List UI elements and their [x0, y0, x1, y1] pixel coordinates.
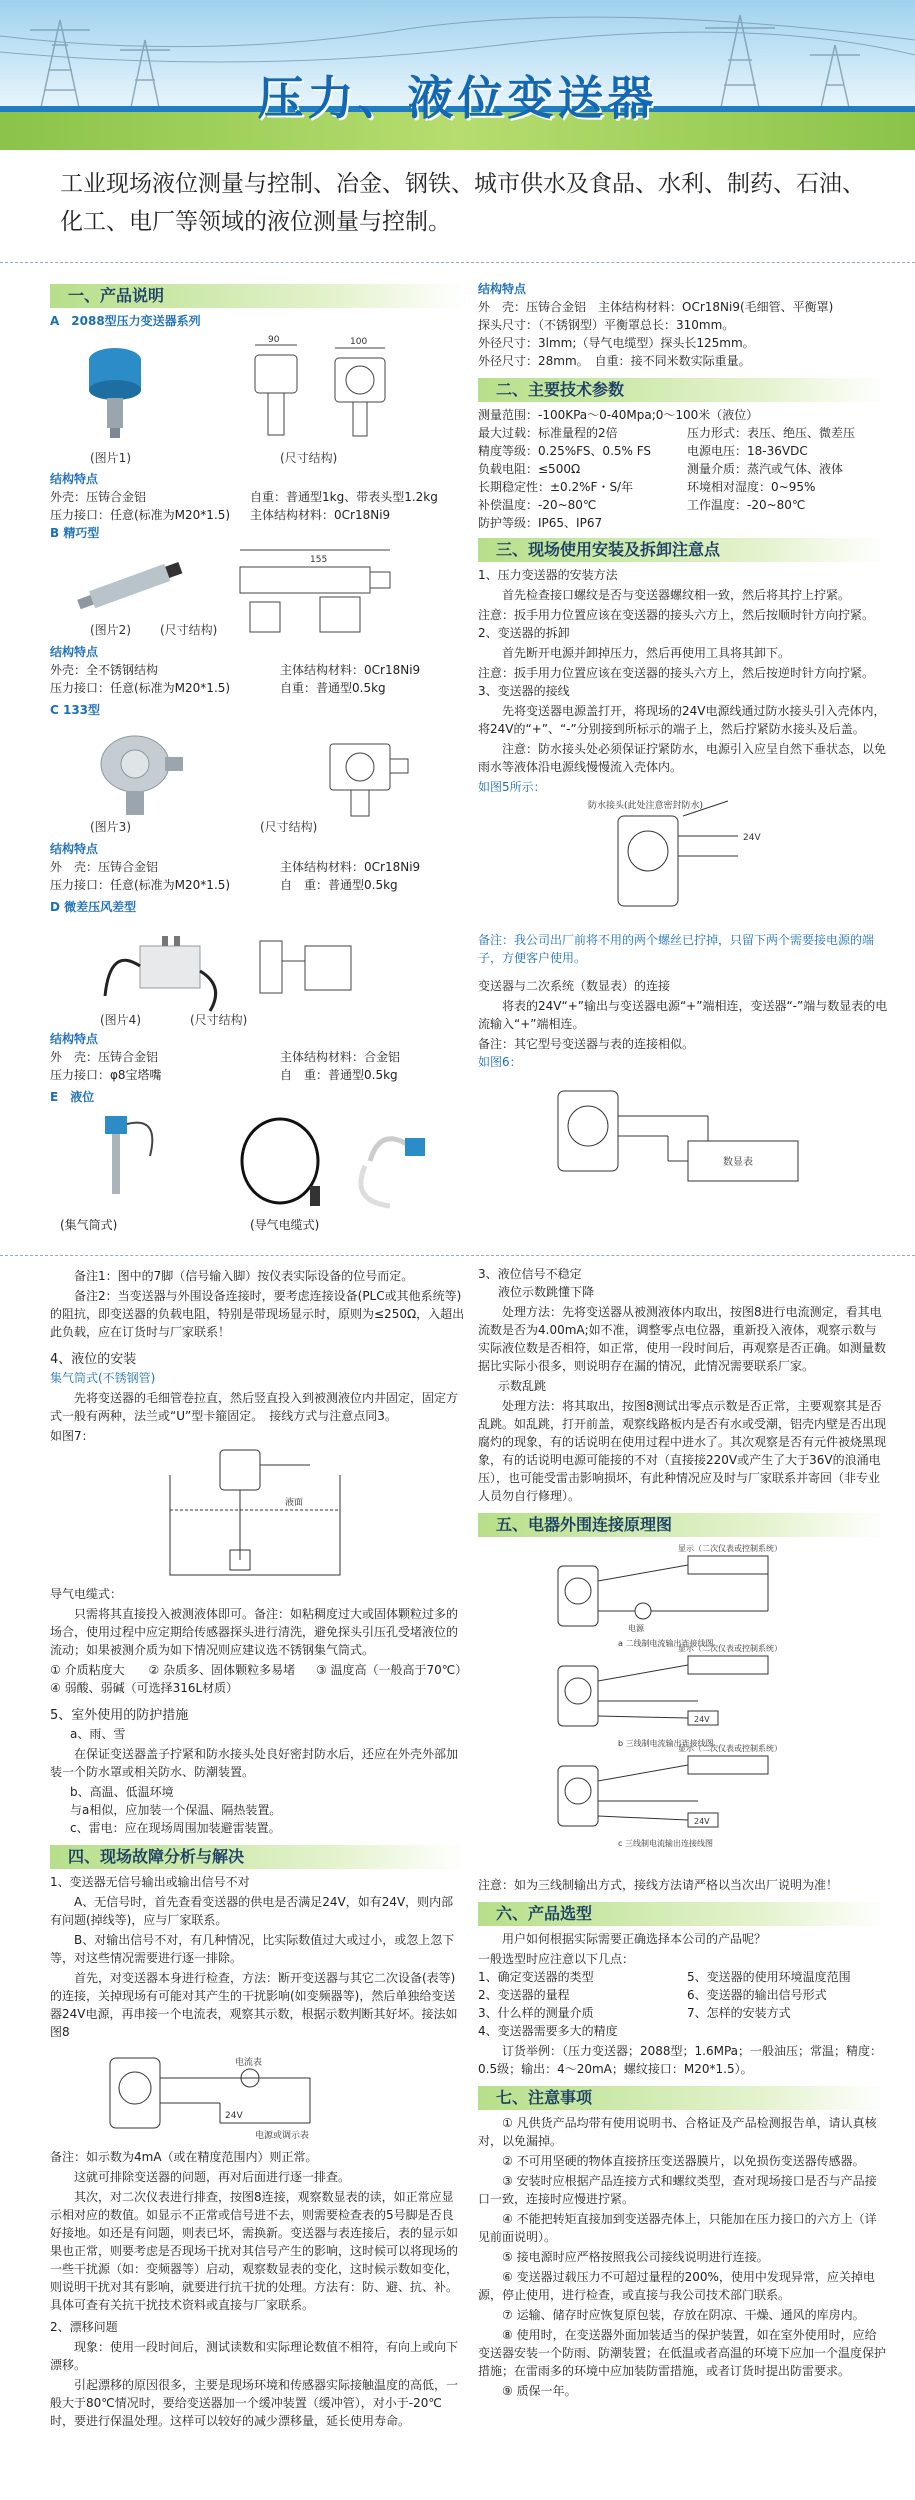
caption-dim4: (尺寸结构): [190, 1013, 248, 1026]
note-item: ① 凡供货产品均带有使用说明书、合格证及产品检测报告单，请认真核对，以免漏掉。: [478, 2116, 877, 2148]
diagram-a-display: 显示（二次仪表或控制系统）: [678, 1544, 782, 1553]
d-housing: 外 壳：压铸合金铝: [50, 1050, 159, 1064]
fault-1c: 首先，对变送器本身进行检查，方法：断开变送器与其它二次设备(表等)的连接，关掉现场有可能对其产生的干扰影响(如变频器等)，然后单独给变送器24V电源，再串接一个电流表，观察其示数，根据示数判断其好坏。接法如图8: [50, 1971, 458, 2039]
diagram-a-source: 电源: [628, 1624, 644, 1633]
selection-item: 7、怎样的安装方式: [687, 2006, 791, 2020]
param-item: 环境相对湿度：0~95%: [687, 480, 816, 494]
a-port: 压力接口：任意(标准为M20*1.5): [50, 508, 231, 522]
type-d-dimension-drawing: [260, 941, 351, 993]
remark-2: 备注2：当变送器与外围设备连接时，要考虑连接设备(PLC或其他系统等)的阻抗，即变送器的负载电阻，特别是带现场显示时，原则为≤250Ω，入超出此负载，应在订货时与厂家联系！: [50, 1289, 465, 1339]
section-title-2: 二、主要技术参数: [478, 378, 888, 402]
diagram-c-voltage: 24V: [694, 1817, 710, 1826]
dim-100: 100: [350, 337, 368, 347]
differential-pressure-photo: [105, 936, 216, 1011]
note-item: ⑧ 使用时，在变送器外面加装适当的保护装置，如在室外使用时，应给变送器安装一个防雨、防潮装置；在低温或者高温的环境下应加一个温度保护措施；在雷雨多的环境中应加装防雷措施，或者订货时提出防雷要求。: [478, 2328, 887, 2378]
q3-p: 处理方法：先将变送器从被测液体内取出，按图8进行电流测定，看其电流数是否为4.00mA;如不准，调整零点电位器，重新投入液体，观察示数与实际液位数是否相符，如正常，使用一段时间后，再观察是否正确。如测量数据比实际小很多，则说明存在漏的情况，此情况需要联系厂家。: [478, 1305, 887, 1373]
cable-c3: ③ 温度高（一般高于70℃）: [315, 1663, 468, 1677]
selection-intro: 用户如何根据实际需要正确选择本公司的产品呢？: [502, 1932, 767, 1946]
features-label: 结构特点: [478, 282, 527, 296]
features-label: 结构特点: [50, 645, 99, 659]
selection-intro2: 一般选型时应注意以下几点：: [478, 1952, 635, 1966]
fig5-wiring-diagram: [478, 796, 888, 926]
features-label: 结构特点: [50, 842, 99, 856]
note-item: ⑥ 变送器过载压力不可超过量程的200%，使用中发现异常，应关掉电源，停止使用，进行检查，或直接与我公司技术部门联系。: [478, 2270, 875, 2302]
type-c-figures: [50, 719, 465, 834]
c-port: 压力接口：任意(标准为M20*1.5): [50, 878, 231, 892]
remark-1: 备注1：图中的7脚（信号输入脚）按仪表实际设备的位号而定。: [74, 1269, 414, 1283]
diagram-a-caption: a 二线制电流输出连接线图: [618, 1639, 714, 1648]
type-b-figures: [50, 542, 465, 637]
diagram-c-caption: c 三线制电流输出连接线图: [618, 1839, 713, 1848]
note-item: ⑨ 质保一年。: [502, 2384, 577, 2398]
outdoor-ap: 在保证变送器盖子拧紧和防水接头处良好密封防水后，还应在外壳外部加装一个防水罩或相关防水、防潮装置。: [50, 1747, 459, 1779]
section-title-7: 七、注意事项: [478, 2086, 888, 2110]
outdoor-bp: 与a相似，应加装一个保温、隔热装置。: [70, 1803, 282, 1817]
install-title-1: 1、压力变送器的安装方法: [478, 568, 618, 582]
type-c-label: C 133型: [50, 703, 101, 717]
c-housing: 外 壳：压铸合金铝: [50, 860, 159, 874]
b-material: 主体结构材料：0Cr18Ni9: [280, 663, 421, 677]
compact-transmitter-photo: [76, 559, 184, 613]
selection-grid: [478, 1968, 888, 2022]
caption-dim2: (尺寸结构): [160, 623, 218, 637]
selection-item: 2、变送器的量程: [478, 1988, 570, 2002]
right-bottom: [478, 1265, 888, 2402]
outdoor-b: b、高温、低温环境: [70, 1785, 174, 1799]
level-cable-photo: [242, 1119, 425, 1206]
cable-c2: ② 杂质多、固体颗粒多易堵: [148, 1663, 296, 1677]
a-weight: 自重：普通型1kg、带表头型1.2kg: [250, 490, 438, 504]
features-label: 结构特点: [50, 1032, 99, 1046]
diagram-b-caption: b 三线制电流输出连接线图: [618, 1739, 714, 1748]
q3-title: 3、液位信号不稳定: [478, 1267, 582, 1281]
diagram-b-voltage: 24V: [694, 1715, 710, 1724]
type-a-dimension-drawing: [255, 345, 385, 436]
q3b-sub: 示数乱跳: [498, 1379, 547, 1393]
note-item: ⑦ 运输、储存时应恢复原包装，存放在阴凉、干燥、通风的库房内。: [502, 2308, 865, 2322]
diagram-note: 注意：如为三线制输出方式，接线方法请严格以当次出厂说明为准！: [478, 1878, 839, 1892]
param-item: 工作温度：-20~80℃: [687, 498, 806, 512]
q3-sub: 液位示数跳懂下降: [498, 1285, 595, 1299]
level-collector-photo: [105, 1116, 152, 1194]
section-title-3: 三、现场使用安装及拆卸注意点: [478, 538, 888, 562]
type-a-label: A 2088型压力变送器系列: [50, 314, 201, 328]
transmitter-2088-photo: [89, 348, 141, 438]
selection-item: 3、什么样的测量介质: [478, 2006, 594, 2020]
fig8-diagram: [50, 2043, 465, 2143]
d-port: 压力接口：φ8宝塔嘴: [50, 1068, 162, 1082]
fig5-label: 如图5所示：: [478, 780, 546, 794]
tech-section: [478, 280, 888, 1216]
fig5-voltage: 24V: [743, 833, 761, 843]
fault-p7: 其次，对二次仪表进行排查，按图8连接，观察数显表的读，如正常应显示相对应的数值。如显示不正常或信号进不去，则需要检查表的5号脚是否良好接地。如还是有问题，则表已坏，需换新。变送器与表连接后，表的显示如果也正常，则要考虑是否现场干扰对其信号产生的影响，这时候可以将现场的一些干扰源（如：变频器等）启动，观察数显表的变化，这时候示数如变化，则说明干扰对其有影响，就要进行抗干扰的处理。方法有：防、避、抗、补。具体可查有关抗干扰技术资料或直接与厂家联系。: [50, 2190, 459, 2312]
fig6-display-label: 数显表: [723, 1157, 753, 1168]
header-banner: [0, 0, 915, 150]
a-housing: 外壳：压铸合金铝: [50, 490, 147, 504]
type-c-illustration: [50, 719, 465, 834]
fault-p6: 这就可排除变送器的问题，再对后面进行逐一排查。: [74, 2170, 351, 2184]
diagram-b-display: 显示（二次仪表或控制系统）: [678, 1644, 782, 1653]
wiring-diagrams: [478, 1541, 888, 1871]
a-material: 主体结构材料：0Cr18Ni9: [250, 508, 391, 522]
order-example: 订货举例：（压力变送器；2088型；1.6MPa；一般油压；常温；精度：0.5级；输出：4～20mA；螺纹接口：M20*1.5）。: [478, 2044, 883, 2076]
install-title-3: 3、变送器的接线: [478, 684, 570, 698]
product-description-section: [50, 280, 465, 1234]
install-p1: 首先检查接口螺纹是否与变送器螺纹相一致，然后将其拧上拧紧。: [502, 588, 851, 602]
diagram-c-display: 显示（二次仪表或控制系统）: [678, 1744, 782, 1753]
cable-title: 导气电缆式：: [50, 1587, 123, 1601]
caption-dim1: (尺寸结构): [280, 451, 338, 465]
transmitter-133-photo: [101, 736, 183, 815]
b-port: 压力接口：任意(标准为M20*1.5): [50, 681, 231, 695]
note-item: ④ 不能把转矩直接加到变送器壳体上，只能加在压力接口的六方上（详见前面说明）。: [478, 2212, 877, 2244]
fault-1: 1、变送器无信号输出或输出信号不对: [50, 1875, 250, 1889]
connect-p: 将表的24V“+”输出与变送器电源“+”端相连，变送器“-”端与数显表的电流输入“+”端相连。: [478, 999, 888, 1031]
param-item: 精度等级：0.25%FS、0.5% FS: [478, 444, 652, 458]
fig7-level-label: 液面: [285, 1498, 304, 1508]
type-c-dimension-drawing: [330, 744, 408, 816]
remark-3: 备注：如示数为4mA（或在精度范围内）则正常。: [50, 2150, 318, 2164]
d-material: 主体结构材料：合金铝: [280, 1050, 401, 1064]
diagram-c: [558, 1756, 768, 1827]
fig8-voltage: 24V: [225, 2111, 243, 2121]
install-p2: 首先断开电源并卸掉压力，然后再使用工具将其卸下。: [502, 646, 791, 660]
type-a-illustration: [50, 330, 465, 470]
q3b-p: 处理方法：将其取出，按图8测试出零点示数是否正常，主要观察其是否乱跳。如乱跳，打开前盖，观察线路板内是否有水或受潮，铝壳内壁是否出现腐灼的现象，有的话说明在使用过程中进水了。其次观察是否有元件被烧黑现象，有的话说明电源可能接的不对（直接接220V或产生了大于36V的浪涌电压），也可能受雷击影响损坏，有此种情况应及时与厂家联系并寄回（非专业人员勿自行修理）。: [478, 1399, 887, 1503]
fault-1b: B、对输出信号不对，有几种情况，比实际数值过大或过小，或忽上忽下等，对这些情况需要进行逐一排除。: [50, 1933, 455, 1965]
level-install-p: 先将变送器的毛细管卷拉直，然后竖直投入到被测液位内井固定，固定方式一般有两种，法兰或“U”型卡箍固定。 接线方式与注意点同3。: [50, 1391, 459, 1423]
caption-dim3: (尺寸结构): [260, 820, 318, 834]
type-d-figures: [50, 916, 465, 1026]
notes-list: [478, 2114, 888, 2400]
left-bottom: [50, 1265, 468, 2432]
diagram-b: [558, 1656, 768, 1726]
install-title-2: 2、变送器的拆卸: [478, 626, 570, 640]
b-housing: 外壳：全不锈钢结构: [50, 663, 159, 677]
level-install-sub: 集气筒式(不锈钢管): [50, 1371, 156, 1385]
param-item: 测量介质：蒸汽或气体、液体: [687, 462, 844, 476]
outdoor-c: c、雷电：应在现场周围加装避雷装置。: [70, 1821, 281, 1835]
param-item: 电源电压：18-36VDC: [687, 444, 808, 458]
fig8-source: 电源或调示表: [255, 2131, 310, 2141]
r1-probe-size: 探头尺寸：（不锈钢型）平衡罩总长：310mm。: [478, 318, 735, 332]
caption-pic2: (图片2): [90, 623, 131, 637]
selection-item: 6、变送器的输出信号形式: [687, 1988, 827, 2002]
caption-pic4: (图片4): [100, 1013, 141, 1026]
type-e-label: E 液位: [50, 1090, 95, 1104]
cable-p: 只需将其直接投入被测液体即可。备注：如粘稠度过大或固体颗粒过多的场合，使用过程中应定期给传感器探头进行清洗，避免探头引压孔受堵液位的流动；如果被测介质为如下情况则应建议选不锈钢集气筒式。: [50, 1607, 459, 1657]
fig7-diagram: [50, 1445, 465, 1580]
fig7-label: 如图7：: [50, 1429, 94, 1443]
features-label: 结构特点: [50, 472, 99, 486]
page-title: 压力、液位变送器: [257, 71, 658, 125]
install-p4: 注意：防水接头处必须保证拧紧防水，电源引入应呈自然下垂状态，以免雨水等液体沿电源线慢慢流入壳体内。: [478, 742, 887, 774]
d-weight: 自 重：普通型0.5kg: [280, 1068, 398, 1082]
drift-title: 2、漂移问题: [50, 2320, 118, 2334]
type-a-figures: [50, 330, 465, 470]
caption-pic3: (图片3): [90, 820, 131, 834]
param-item: 压力形式：表压、绝压、微差压: [687, 426, 856, 440]
c-weight: 自 重：普通型0.5kg: [280, 878, 398, 892]
selection-4: 4、变送器需要多大的精度: [478, 2024, 618, 2038]
r1-diameter2: 外径尺寸：28mm。 自重：接不同米数实际重量。: [478, 354, 751, 368]
install-note-1: 注意：扳手用力位置应该在变送器的接头六方上，然后按顺时针方向拧紧。: [478, 608, 875, 622]
outdoor-a: a、雨、雪: [70, 1727, 126, 1741]
section-title-4: 四、现场故障分析与解决: [50, 1845, 465, 1869]
connect-title: 变送器与二次系统（数显表）的连接: [478, 979, 671, 993]
param-item: 长期稳定性：±0.2%F・S/年: [478, 480, 634, 494]
fig6-wiring-diagram: [478, 1071, 888, 1211]
drift-p: 现象：使用一段时间后，测试读数和实际理论数值不相符，有向上或向下漂移。: [50, 2340, 459, 2372]
selection-item: 1、确定变送器的类型: [478, 1970, 594, 1984]
drift-p2: 引起漂移的原因很多，主要是现场环境和传感器实际接触温度的高低，一般大于80℃情况时，要给变送器加一个缓冲装置（缓冲管），对小于-20℃时，要进行保温处理。这样可以较好的减少漂移量，延长使用寿命。: [50, 2378, 459, 2428]
r1-material: 主体结构材料：OCr18Ni9(毛细管、平衡罩): [598, 300, 834, 314]
param-ip: 防护等级：IP65、IP67: [478, 516, 603, 530]
param-range: 测量范围：-100KPa～0-40Mpa;0～100米（液位）: [478, 408, 759, 422]
b-weight: 自重：普通型0.5kg: [280, 681, 386, 695]
caption-collector: (集气筒式): [60, 1218, 118, 1232]
fig8-ammeter: 电流表: [235, 2058, 263, 2068]
param-item: 负载电阻：≤500Ω: [478, 462, 581, 476]
type-d-label: D 微差压风差型: [50, 900, 137, 914]
type-b-illustration: [50, 542, 465, 637]
intro-text: 工业现场液位测量与控制、冶金、钢铁、城市供水及食品、水利、制药、石油、化工、电厂等领域的液位测量与控制。: [60, 171, 865, 235]
r1-housing: 外 壳：压铸合金铝: [478, 300, 587, 314]
type-b-label: B 精巧型: [50, 526, 100, 540]
param-grid: [478, 424, 888, 514]
section-title-1: 一、产品说明: [50, 284, 465, 308]
cable-c4: ④ 弱酸、弱碱（可选择316L材质）: [50, 1681, 239, 1695]
selection-item: 5、变送器的使用环境温度范围: [687, 1970, 851, 1984]
level-install-title: 4、液位的安装: [50, 1352, 137, 1367]
caption-pic1: (图片1): [90, 451, 131, 465]
install-p3: 先将变送器电源盖打开，将现场的24V电源线通过防水接头引入壳体内，将24V的“+”、“-”分别接到所标示的端子上，然后拧紧防水接头及后盖。: [478, 704, 886, 736]
section-title-5: 五、电器外围连接原理图: [478, 1513, 888, 1537]
param-item: 补偿温度：-20~80℃: [478, 498, 597, 512]
type-e-figures: [50, 1106, 465, 1216]
section-title-6: 六、产品选型: [478, 1902, 888, 1926]
dim-90: 90: [268, 335, 280, 345]
note-item: ③ 安装时应根据产品连接方式和螺纹类型，查对现场接口是否与产品接口一致，连接时应慢进拧紧。: [478, 2174, 877, 2206]
connect-note: 备注：其它型号变送器与表的连接相似。: [478, 1037, 695, 1051]
divider: [0, 262, 915, 263]
dim-155: 155: [310, 555, 328, 565]
diagram-a: [558, 1556, 768, 1626]
type-e-illustration: [50, 1106, 465, 1216]
fig5-label-text: 防水接头(此处注意密封防水): [588, 801, 704, 811]
note-item: ② 不可用坚硬的物体直接挤压变送器膜片，以免损伤变送器传感器。: [502, 2154, 865, 2168]
cable-c1: ① 介质粘度大: [50, 1663, 125, 1677]
outdoor-title: 5、室外使用的防护措施: [50, 1708, 189, 1723]
type-d-illustration: [50, 916, 465, 1026]
note-item: ⑤ 接电源时应严格按照我公司接线说明进行连接。: [502, 2250, 769, 2264]
install-warning: 备注：我公司出厂前将不用的两个螺丝已拧掉，只留下两个需要接电源的端子，方便客户使用。: [478, 933, 875, 965]
caption-cable: (导气电缆式): [250, 1218, 320, 1232]
r1-diameter: 外径尺寸：3lmm;（导气电缆型）探头长125mm。: [478, 336, 755, 350]
install-note-2: 注意：扳手用力位置应该在变送器的接头六方上，然后按逆时针方向拧紧。: [478, 666, 875, 680]
divider: [0, 1255, 915, 1256]
c-material: 主体结构材料：0Cr18Ni9: [280, 860, 421, 874]
fault-1a: A、无信号时，首先查看变送器的供电是否满足24V，如有24V，则内部有问题(掉线等)，应与厂家联系。: [50, 1895, 454, 1927]
fig6-label: 如图6：: [478, 1055, 522, 1069]
param-item: 最大过载：标准量程的2倍: [478, 426, 618, 440]
